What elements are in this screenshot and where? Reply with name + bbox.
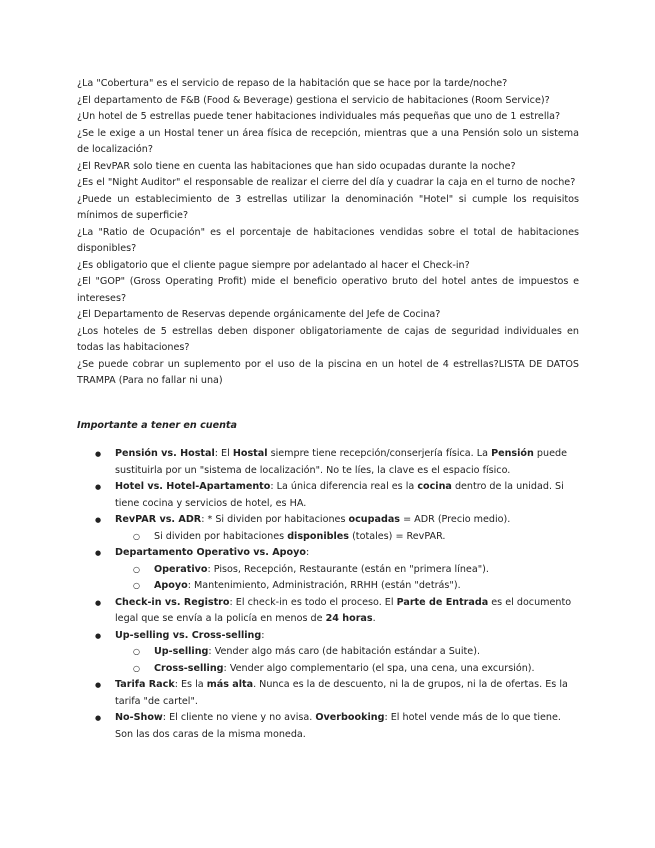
question-item: ¿El departamento de F&B (Food & Beverage) gestiona el servicio de habitaciones (Room Service)? [77,94,550,106]
note-hotel-apartamento [77,479,577,512]
note-emphasis: disponibles [287,530,350,542]
note-text: : El hotel vende más de lo que tiene. Son las dos caras de la misma moneda. [115,712,561,740]
note-term: Departamento Operativo vs. Apoyo [115,547,306,558]
note-emphasis: Up-selling [154,646,209,657]
note-text: : La única diferencia real es la [270,481,418,492]
sub-list [115,529,577,546]
note-text: Si dividen por habitaciones [154,530,288,542]
note-text: siempre tiene recepción/conserjería física. La [267,448,492,459]
question-item: ¿Se le exige a un Hostal tener un área física de recepción, mientras que a una Pensión solo un sistema de localización? [77,127,579,155]
note-text: : [261,629,265,641]
note-emphasis: ocupadas [348,514,401,525]
note-revpar-adr [77,512,577,545]
note-text: = ADR (Precio medio). [400,514,511,525]
question-list [77,76,579,390]
notes-list [77,446,577,743]
note-emphasis: Overbooking [315,712,385,723]
sub-list [115,562,577,595]
note-pension-hostal [77,446,577,479]
note-emphasis: 24 horas [325,613,373,624]
note-emphasis: Pensión [491,448,534,459]
note-emphasis: cocina [417,481,452,492]
section-title: Importante a tener en cuenta [77,420,237,431]
question-item: ¿El "GOP" (Gross Operating Profit) mide el beneficio operativo bruto del hotel antes de impuestos e intereses? [77,276,579,304]
note-text: : El cliente no viene y no avisa. [162,712,316,723]
question-item: ¿Se puede cobrar un suplemento por el uso de la piscina en un hotel de 4 estrellas?LISTA DE DATOS TRAMPA (Para no fallar ni una) [77,358,579,386]
note-checkin-registro [77,595,577,628]
sub-item [115,562,577,579]
note-text: : Vender algo complementario (el spa, una cena, una excursión). [223,662,535,674]
note-term: Pensión vs. Hostal [115,448,215,459]
note-term: Check-in vs. Registro [115,596,230,608]
note-emphasis: Operativo [154,563,208,575]
note-text: . Nunca es la de descuento, ni la de grupos, ni la de ofertas. Es la tarifa "de cartel". [115,679,568,707]
note-term: RevPAR vs. ADR [115,514,202,525]
note-text: (totales) = RevPAR. [349,530,446,542]
sub-list [115,644,577,677]
note-emphasis: Cross-selling [154,662,224,674]
sub-item [115,644,577,661]
question-item: ¿El Departamento de Reservas depende orgánicamente del Jefe de Cocina? [77,309,441,320]
note-text: : Mantenimiento, Administración, RRHH (están "detrás"). [187,580,461,591]
note-emphasis: Parte de Entrada [396,596,489,608]
note-text: dentro de la unidad. Si tiene cocina y servicios de hotel, es HA. [115,481,564,509]
note-tarifa-rack [77,677,577,710]
question-item: ¿Los hoteles de 5 estrellas deben disponer obligatoriamente de cajas de seguridad individuales en todas las habitaciones? [77,325,579,353]
sub-item [115,661,577,678]
note-emphasis: más alta [206,679,254,690]
note-text: : * Si dividen por habitaciones [201,514,349,525]
note-text: : Pisos, Recepción, Restaurante (están en "primera línea"). [207,563,489,575]
question-item: ¿La "Cobertura" es el servicio de repaso de la habitación que se hace por la tarde/noche? [77,78,508,89]
question-item: ¿Un hotel de 5 estrellas puede tener habitaciones individuales más pequeñas que uno de 1 estrella? [77,111,561,122]
question-item: ¿La "Ratio de Ocupación" es el porcentaje de habitaciones vendidas sobre el total de habitaciones disponibles? [77,226,579,254]
note-text: : Vender algo más caro (de habitación estándar a Suite). [208,646,481,657]
note-term: Tarifa Rack [115,679,175,690]
note-emphasis: Hostal [232,448,268,459]
note-text: : El [214,448,233,459]
note-text: : El check-in es todo el proceso. El [229,596,397,608]
note-upselling-crossselling [77,628,577,678]
question-item: ¿Es obligatorio que el cliente pague siempre por adelantado al hacer el Check-in? [77,259,470,271]
note-text: puede sustituirla por un "sistema de localización". No te líes, la clave es el espacio físico. [115,448,567,476]
note-emphasis: Apoyo [154,580,188,591]
note-text: . [372,613,376,624]
note-text: es el documento legal que se envía a la policía en menos de [115,596,572,624]
note-term: Hotel vs. Hotel-Apartamento [115,481,271,492]
sub-item [115,578,577,595]
note-noshow-overbooking [77,710,577,743]
note-term: Up-selling vs. Cross-selling [115,629,262,641]
note-text: : [305,547,310,558]
question-item: ¿Es el "Night Auditor" el responsable de realizar el cierre del día y cuadrar la caja en el turno de noche? [77,177,576,188]
note-departamentos [77,545,577,595]
sub-item [115,529,577,546]
question-item: ¿El RevPAR solo tiene en cuenta las habitaciones que han sido ocupadas durante la noche? [77,160,516,172]
note-term: No-Show [115,712,163,723]
question-item: ¿Puede un establecimiento de 3 estrellas utilizar la denominación "Hotel" si cumple los requisitos mínimos de superficie? [77,193,579,221]
note-text: : Es la [174,679,207,690]
